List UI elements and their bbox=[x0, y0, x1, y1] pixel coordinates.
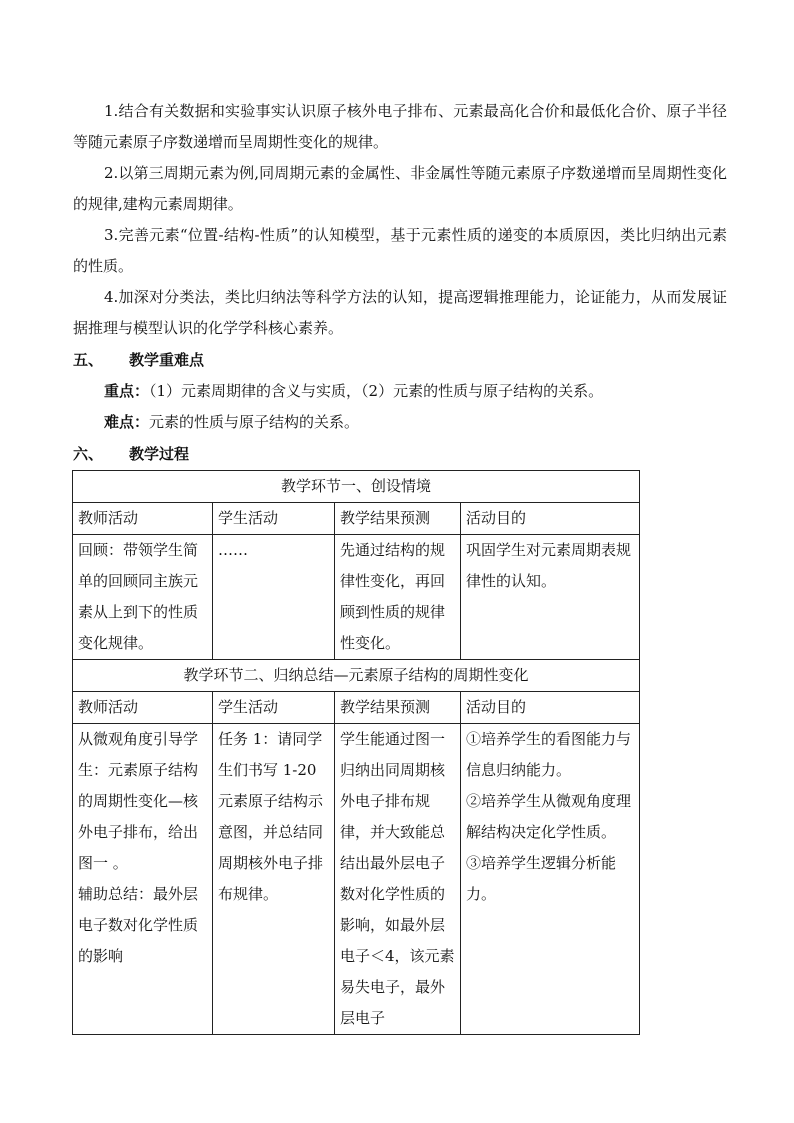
section-6-heading bbox=[73, 439, 189, 470]
stage-2-teacher bbox=[73, 724, 213, 1035]
stage-2-content-row bbox=[73, 724, 640, 1035]
section-5-heading bbox=[73, 345, 204, 376]
stage-2-teacher-summary: 辅助总结：最外层电子数对化学性质的影响 bbox=[78, 885, 199, 965]
section-5-number: 五、 bbox=[73, 351, 104, 369]
stage-1-title-row bbox=[73, 471, 640, 503]
header-purpose: 活动目的 bbox=[461, 692, 640, 724]
section-6-number: 六、 bbox=[73, 445, 104, 463]
header-student: 学生活动 bbox=[213, 503, 335, 535]
key-point bbox=[104, 376, 603, 407]
section-5-title: 教学重难点 bbox=[129, 351, 205, 369]
stage-2-teacher-guide: 从微观角度引导学生：元素原子结构的周期性变化—核外电子排布，给出图一 。 bbox=[78, 730, 199, 872]
stage-2-header-row bbox=[73, 692, 640, 724]
stage-1-purpose: 巩固学生对元素周期表规律性的认知。 bbox=[461, 535, 640, 660]
stage-1-prediction: 先通过结构的规律性变化，再回顾到性质的规律性变化。 bbox=[335, 535, 461, 660]
stage-1-content-row bbox=[73, 535, 640, 660]
stage-2-student: 任务 1：请同学生们书写 1-20 元素原子结构示意图，并总结同周期核外电子排布规律。 bbox=[213, 724, 335, 1035]
stage-2-purpose-1: ①培养学生的看图能力与信息归纳能力。 bbox=[466, 730, 632, 779]
difficult-point bbox=[104, 407, 359, 438]
teaching-process-table bbox=[72, 470, 640, 1035]
stage-2-purpose-2: ②培养学生从微观角度理解结构决定化学性质。 bbox=[466, 792, 632, 841]
stage-2-purpose-3: ③培养学生逻辑分析能力。 bbox=[466, 854, 617, 903]
header-prediction: 教学结果预测 bbox=[335, 503, 461, 535]
stage-2-prediction: 学生能通过图一归纳出同周期核外电子排布规律，并大致能总结出最外层电子数对化学性质的影响，如最外层电子＜4，该元素易失电子，最外层电子 bbox=[335, 724, 461, 1035]
objective-3: 3.完善元素“位置-结构-性质”的认知模型，基于元素性质的递变的本质原因，类比归纳出元素的性质。 bbox=[73, 226, 727, 275]
difficult-point-text: 元素的性质与原子结构的关系。 bbox=[149, 413, 360, 431]
key-point-text: （1）元素周期律的含义与实质，（2）元素的性质与原子结构的关系。 bbox=[149, 382, 604, 400]
header-teacher: 教师活动 bbox=[73, 692, 213, 724]
stage-2-title: 教学环节二、归纳总结—元素原子结构的周期性变化 bbox=[73, 660, 640, 692]
section-6-title: 教学过程 bbox=[129, 445, 190, 463]
header-prediction: 教学结果预测 bbox=[335, 692, 461, 724]
objective-4: 4.加深对分类法，类比归纳法等科学方法的认知，提高逻辑推理能力，论证能力，从而发展证据推理与模型认识的化学学科核心素养。 bbox=[73, 288, 727, 337]
objective-2: 2.以第三周期元素为例,同周期元素的金属性、非金属性等随元素原子序数递增而呈周期性变化的规律,建构元素周期律。 bbox=[73, 164, 727, 213]
header-purpose: 活动目的 bbox=[461, 503, 640, 535]
stage-1-student: …… bbox=[213, 535, 335, 660]
key-point-label: 重点： bbox=[104, 382, 150, 400]
stage-1-title: 教学环节一、创设情境 bbox=[73, 471, 640, 503]
objective-1: 1.结合有关数据和实验事实认识原子核外电子排布、元素最高化合价和最低化合价、原子半径等随元素原子序数递增而呈周期性变化的规律。 bbox=[73, 102, 727, 151]
difficult-point-label: 难点： bbox=[104, 413, 150, 431]
stage-2-purpose bbox=[461, 724, 640, 1035]
stage-1-teacher: 回顾：带领学生简单的回顾同主族元素从上到下的性质变化规律。 bbox=[73, 535, 213, 660]
stage-1-header-row bbox=[73, 503, 640, 535]
stage-2-title-row bbox=[73, 660, 640, 692]
header-teacher: 教师活动 bbox=[73, 503, 213, 535]
header-student: 学生活动 bbox=[213, 692, 335, 724]
